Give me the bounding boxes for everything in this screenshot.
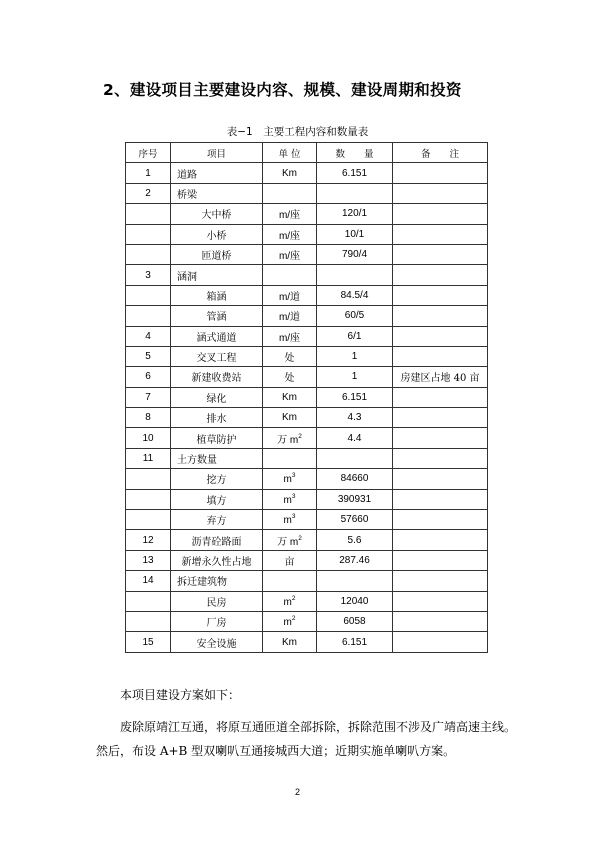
cell-unit [263, 265, 317, 285]
cell-item: 拆迁建筑物 [171, 571, 263, 591]
unit-text: m [283, 515, 292, 527]
unit-superscript: 3 [291, 513, 296, 521]
cell-index [126, 224, 171, 244]
cell-quantity: 12040 [317, 591, 393, 611]
unit-superscript: 2 [291, 615, 296, 623]
cell-quantity [317, 571, 393, 591]
cell-item: 弃方 [171, 510, 263, 530]
cell-index: 13 [126, 550, 171, 570]
cell-item: 新建收费站 [171, 367, 263, 387]
cell-item: 安全设施 [171, 632, 263, 652]
cell-note [393, 285, 488, 305]
cell-item: 小桥 [171, 224, 263, 244]
cell-unit [263, 448, 317, 468]
unit-text: 处 [284, 373, 295, 385]
unit-text: 处 [284, 353, 295, 365]
cell-quantity: 6.151 [317, 163, 393, 183]
cell-quantity: 84660 [317, 469, 393, 489]
cell-item: 涵式通道 [171, 326, 263, 346]
cell-item: 匝道桥 [171, 244, 263, 264]
unit-text: Km [282, 391, 297, 403]
cell-quantity: 1 [317, 367, 393, 387]
cell-note [393, 408, 488, 428]
cell-unit [263, 367, 317, 387]
unit-text: m/座 [278, 230, 301, 242]
unit-text: Km [282, 412, 297, 424]
table-row [126, 346, 488, 366]
cell-note [393, 550, 488, 570]
cell-index: 4 [126, 326, 171, 346]
cell-unit [263, 387, 317, 407]
cell-index [126, 306, 171, 326]
cell-unit [263, 632, 317, 652]
table-row [126, 632, 488, 652]
unit-superscript: 2 [298, 432, 302, 440]
table-row [126, 550, 488, 570]
header-unit: 单 位 [263, 143, 317, 163]
cell-unit [263, 550, 317, 570]
paragraph-plan: 废除原靖江互通，将原互通匝道全部拆除，拆除范围不涉及广靖高速主线。然后，布设 A+B 型双喇叭互通接城西大道；近期实施单喇叭方案。 [96, 720, 517, 758]
cell-note [393, 632, 488, 652]
unit-superscript: 3 [291, 492, 296, 500]
cell-quantity: 287.46 [317, 550, 393, 570]
cell-item: 涵洞 [171, 265, 263, 285]
cell-item: 挖方 [171, 469, 263, 489]
cell-unit [263, 510, 317, 530]
unit-text: 万 m [277, 536, 299, 548]
table-caption: 表−1 主要工程内容和数量表 [226, 126, 369, 138]
cell-unit [263, 306, 317, 326]
cell-quantity: 6/1 [317, 326, 393, 346]
cell-note [393, 571, 488, 591]
cell-item: 填方 [171, 489, 263, 509]
unit-text: Km [282, 167, 297, 179]
unit-text: m [283, 474, 292, 486]
cell-note [393, 611, 488, 631]
cell-item: 桥梁 [171, 183, 263, 203]
works-quantity-table [125, 142, 488, 653]
page-number: 2 [294, 787, 300, 797]
cell-index [126, 469, 171, 489]
cell-index [126, 285, 171, 305]
header-note: 备 注 [393, 143, 488, 163]
cell-index [126, 510, 171, 530]
cell-unit [263, 224, 317, 244]
cell-quantity: 4.3 [317, 408, 393, 428]
cell-index: 7 [126, 387, 171, 407]
unit-superscript: 2 [291, 594, 296, 602]
cell-note [393, 204, 488, 224]
cell-item: 排水 [171, 408, 263, 428]
table-row [126, 489, 488, 509]
paragraph-intro: 本项目建设方案如下： [120, 688, 241, 702]
table-row [126, 408, 488, 428]
table-row [126, 326, 488, 346]
cell-unit [263, 530, 317, 550]
unit-text: m/道 [278, 291, 301, 303]
table-row [126, 285, 488, 305]
cell-index: 14 [126, 571, 171, 591]
cell-index: 5 [126, 346, 171, 366]
cell-note [393, 346, 488, 366]
table-row [126, 183, 488, 203]
table-header-row [126, 143, 488, 163]
cell-note [393, 469, 488, 489]
section-heading: 2、建设项目主要建设内容、规模、建设周期和投资 [103, 81, 462, 99]
cell-item: 民房 [171, 591, 263, 611]
table-row [126, 224, 488, 244]
cell-quantity: 790/4 [317, 244, 393, 264]
cell-quantity: 1 [317, 346, 393, 366]
cell-index: 1 [126, 163, 171, 183]
cell-index [126, 591, 171, 611]
table-row [126, 530, 488, 550]
cell-item: 土方数量 [171, 448, 263, 468]
unit-text: m/座 [278, 332, 301, 344]
cell-index: 15 [126, 632, 171, 652]
unit-text: 万 m [277, 434, 299, 446]
cell-item: 植草防护 [171, 428, 263, 448]
cell-note [393, 163, 488, 183]
table-row [126, 306, 488, 326]
unit-text: m/道 [278, 312, 301, 324]
cell-note [393, 510, 488, 530]
cell-item: 大中桥 [171, 204, 263, 224]
cell-index: 11 [126, 448, 171, 468]
unit-text: 亩 [284, 557, 295, 568]
cell-unit [263, 469, 317, 489]
cell-item: 道路 [171, 163, 263, 183]
unit-text: m [283, 494, 292, 506]
cell-note [393, 591, 488, 611]
cell-index [126, 611, 171, 631]
cell-note [393, 387, 488, 407]
table-row [126, 448, 488, 468]
cell-note [393, 306, 488, 326]
cell-unit [263, 571, 317, 591]
table-row [126, 244, 488, 264]
cell-note [393, 224, 488, 244]
cell-unit [263, 204, 317, 224]
table-row [126, 611, 488, 631]
unit-superscript: 3 [291, 472, 296, 480]
table-row [126, 265, 488, 285]
cell-unit [263, 244, 317, 264]
unit-text: m/座 [278, 210, 301, 222]
cell-unit [263, 611, 317, 631]
cell-quantity [317, 265, 393, 285]
cell-item: 交叉工程 [171, 346, 263, 366]
cell-index: 12 [126, 530, 171, 550]
table-row [126, 367, 488, 387]
cell-unit [263, 163, 317, 183]
unit-text: m [283, 617, 292, 629]
cell-note [393, 326, 488, 346]
cell-quantity: 390931 [317, 489, 393, 509]
cell-quantity: 10/1 [317, 224, 393, 244]
cell-note [393, 530, 488, 550]
cell-unit [263, 489, 317, 509]
cell-index: 6 [126, 367, 171, 387]
unit-superscript: 2 [298, 534, 302, 542]
cell-unit [263, 591, 317, 611]
table-row [126, 163, 488, 183]
cell-quantity: 5.6 [317, 530, 393, 550]
cell-quantity: 6.151 [317, 387, 393, 407]
unit-text: m [283, 596, 292, 608]
cell-note [393, 448, 488, 468]
cell-item: 新增永久性占地 [171, 550, 263, 570]
table-body [126, 163, 488, 652]
table-row [126, 591, 488, 611]
cell-note [393, 265, 488, 285]
cell-item: 厂房 [171, 611, 263, 631]
cell-note [393, 244, 488, 264]
cell-note [393, 428, 488, 448]
cell-index: 2 [126, 183, 171, 203]
cell-item: 沥青砼路面 [171, 530, 263, 550]
cell-quantity [317, 448, 393, 468]
unit-text: Km [282, 636, 297, 648]
cell-index: 8 [126, 408, 171, 428]
table-row [126, 428, 488, 448]
cell-item: 箱涵 [171, 285, 263, 305]
cell-quantity: 120/1 [317, 204, 393, 224]
table-row [126, 510, 488, 530]
cell-unit [263, 346, 317, 366]
cell-index [126, 489, 171, 509]
header-quantity: 数 量 [317, 143, 393, 163]
cell-unit [263, 428, 317, 448]
cell-index: 3 [126, 265, 171, 285]
cell-unit [263, 408, 317, 428]
cell-note [393, 489, 488, 509]
cell-quantity: 57660 [317, 510, 393, 530]
unit-text: m/座 [278, 251, 301, 263]
cell-unit [263, 326, 317, 346]
header-index: 序号 [126, 143, 171, 163]
cell-index [126, 244, 171, 264]
cell-unit [263, 285, 317, 305]
table-row [126, 469, 488, 489]
cell-note: 房建区占地 40 亩 [393, 367, 488, 387]
cell-index: 10 [126, 428, 171, 448]
cell-quantity: 6058 [317, 611, 393, 631]
cell-quantity: 4.4 [317, 428, 393, 448]
table-row [126, 204, 488, 224]
cell-quantity: 6.151 [317, 632, 393, 652]
cell-unit [263, 183, 317, 203]
cell-index [126, 204, 171, 224]
table-row [126, 571, 488, 591]
cell-item: 绿化 [171, 387, 263, 407]
cell-item: 管涵 [171, 306, 263, 326]
table-row [126, 387, 488, 407]
cell-quantity [317, 183, 393, 203]
cell-quantity: 60/5 [317, 306, 393, 326]
cell-note [393, 183, 488, 203]
header-item: 项目 [171, 143, 263, 163]
cell-quantity: 84.5/4 [317, 285, 393, 305]
